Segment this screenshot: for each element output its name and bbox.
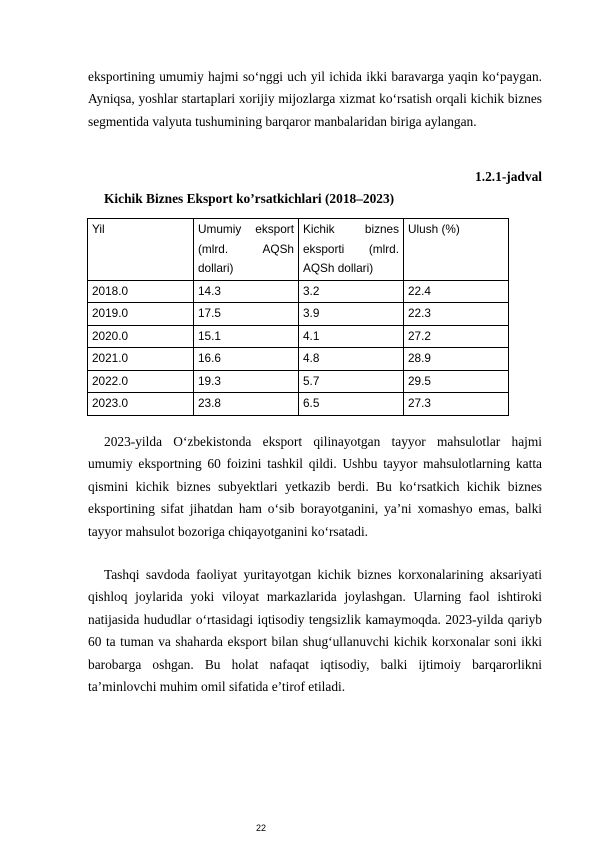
table-cell: 22.4 bbox=[404, 280, 509, 303]
table-label: 1.2.1-jadval bbox=[475, 169, 542, 184]
table-cell: 17.5 bbox=[194, 303, 299, 326]
export-table bbox=[87, 218, 509, 416]
table-header-cell: Umumiy eksport (mlrd. AQSh dollari) bbox=[194, 219, 299, 281]
table-cell: 16.6 bbox=[194, 348, 299, 371]
table-cell: 2018.0 bbox=[88, 280, 194, 303]
table-cell: 2019.0 bbox=[88, 303, 194, 326]
intro-paragraph: eksportining umumiy hajmi so‘nggi uch yil ichida ikki baravarga yaqin ko‘paygan. Ayniqsa, yoshlar startaplari xorijiy mijozlarga xizmat ko‘rsatish orqali kichik biznes segmentida valyuta tushumining barqaror manbalaridan biriga aylangan. bbox=[88, 69, 542, 129]
table-cell: 29.5 bbox=[404, 370, 509, 393]
table-row bbox=[88, 303, 509, 326]
table-header-cell: Kichik biznes eksporti (mlrd. AQSh dollari) bbox=[299, 219, 404, 281]
table-cell: 22.3 bbox=[404, 303, 509, 326]
table-cell: 19.3 bbox=[194, 370, 299, 393]
table-cell: 27.2 bbox=[404, 325, 509, 348]
table-cell: 4.1 bbox=[299, 325, 404, 348]
table-cell: 4.8 bbox=[299, 348, 404, 371]
table-header-cell: Yil bbox=[88, 219, 194, 281]
table-cell: 3.2 bbox=[299, 280, 404, 303]
table-row bbox=[88, 325, 509, 348]
table-cell: 28.9 bbox=[404, 348, 509, 371]
table-title: Kichik Biznes Eksport ko’rsatkichlari (2018–2023) bbox=[104, 191, 395, 206]
table-cell: 14.3 bbox=[194, 280, 299, 303]
table-row bbox=[88, 280, 509, 303]
table-row bbox=[88, 370, 509, 393]
table-cell: 23.8 bbox=[194, 393, 299, 416]
table-cell: 5.7 bbox=[299, 370, 404, 393]
table-cell: 2021.0 bbox=[88, 348, 194, 371]
table-cell: 6.5 bbox=[299, 393, 404, 416]
table-cell: 2023.0 bbox=[88, 393, 194, 416]
table-row bbox=[88, 348, 509, 371]
body-paragraph: Tashqi savdoda faoliyat yuritayotgan kichik biznes korxonalarining aksariyati qishloq joylarida yoki viloyat markazlarida joylashgan. Ularning faol ishtiroki natijasida hududlar o‘rtasidagi iqtisodiy tengsizlik kamaymoqda. 2023-yilda qariyb 60 ta tuman va shaharda eksport bilan shug‘ullanuvchi kichik korxonalar soni ikki barobarga oshgan. Bu holat nafaqat iqtisodiy, balki ijtimoiy barqarorlikni ta’minlovchi muhim omil sifatida e’tirof etiladi. bbox=[88, 567, 542, 695]
table-header-cell: Ulush (%) bbox=[404, 219, 509, 281]
table-cell: 15.1 bbox=[194, 325, 299, 348]
table-header-row bbox=[88, 219, 509, 281]
page-number: 22 bbox=[256, 823, 267, 833]
table-cell: 27.3 bbox=[404, 393, 509, 416]
body-paragraph: 2023-yilda O‘zbekistonda eksport qilinayotgan tayyor mahsulotlar hajmi umumiy eksportning 60 foizini tashkil qildi. Ushbu tayyor mahsulotlarning katta qismini kichik biznes subyektlari yetkazib berdi. Bu ko‘rsatkich kichik biznes eksportining sifat jihatdan ham o‘sib borayotganini, ya’ni xomashyo emas, balki tayyor mahsulot bozoriga chiqayotganini ko‘rsatadi. bbox=[88, 434, 542, 539]
table-cell: 3.9 bbox=[299, 303, 404, 326]
table-cell: 2020.0 bbox=[88, 325, 194, 348]
table-row bbox=[88, 393, 509, 416]
table-cell: 2022.0 bbox=[88, 370, 194, 393]
